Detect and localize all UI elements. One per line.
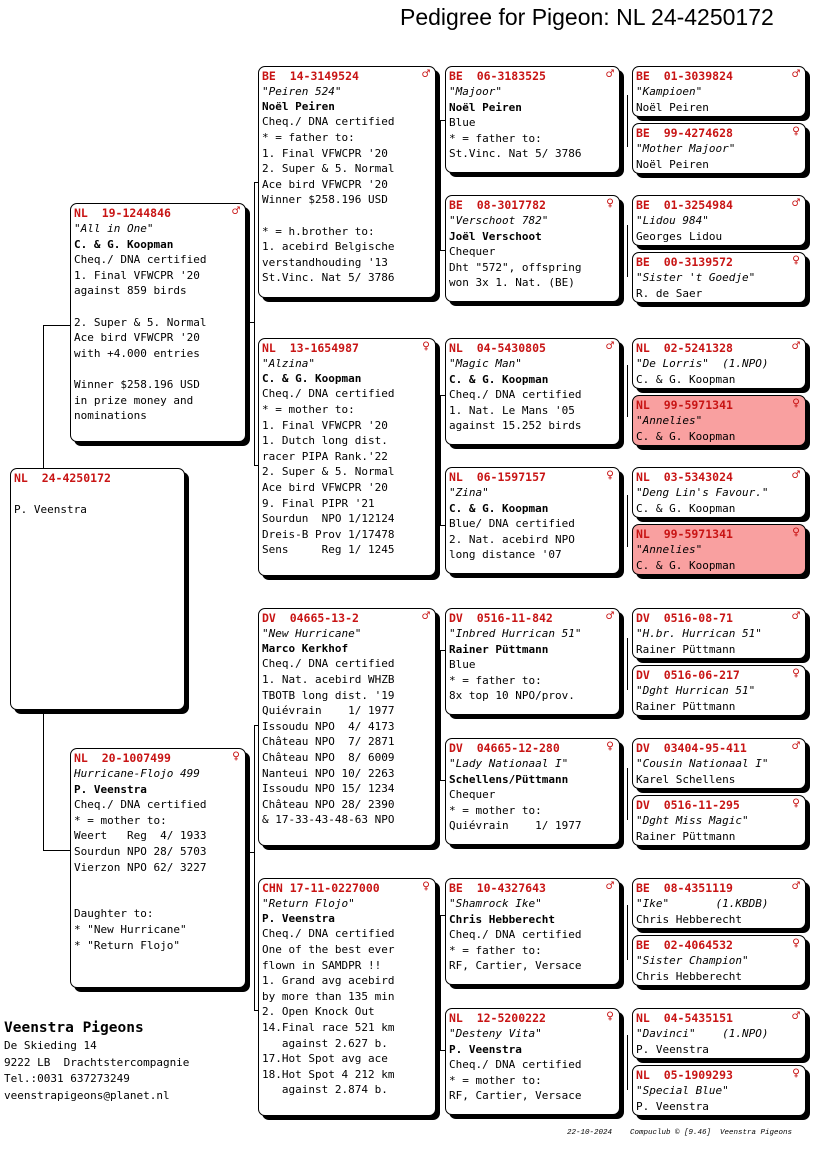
info-line: Château NPO 8/ 6009 <box>262 750 395 764</box>
owner: Noël Peiren <box>262 100 335 114</box>
ring-number: NL 99-5971341 <box>636 398 733 412</box>
sire-line: in prize money and <box>74 393 194 407</box>
pedigree-card-gen3[interactable] <box>445 467 620 574</box>
female-icon: ♀ <box>792 666 800 681</box>
owner: C. & G. Koopman <box>636 501 736 515</box>
sire-line: Cheq./ DNA certified <box>74 253 207 267</box>
pedigree-card-gen3[interactable] <box>445 66 620 173</box>
owner: P. Veenstra <box>636 1099 709 1113</box>
owner: Noël Peiren <box>449 100 522 114</box>
sire-line: with +4.000 entries <box>74 346 200 360</box>
ring-number: NL 02-5241328 <box>636 341 733 355</box>
sire-line: Winner $258.196 USD <box>74 377 200 391</box>
dam-line: Vierzon NPO 62/ 3227 <box>74 860 207 874</box>
info-line: Chequer <box>449 245 496 259</box>
pigeon-name: "Kampioen" <box>636 85 703 98</box>
footer-text: 22-10-2024 Compuclub © [9.46] Veenstra Pigeons <box>567 1129 793 1137</box>
info-line: * = mother to: <box>449 1073 542 1087</box>
pigeon-name: "Shamrock Ike" <box>449 897 542 910</box>
dam-sire-card[interactable] <box>258 608 436 846</box>
pigeon-name: "Magic Man" <box>449 357 522 370</box>
info-line: Cheq./ DNA certified <box>262 657 395 671</box>
info-line: 1. Dutch long dist. <box>262 434 388 448</box>
subject-ring-number: NL 24-4250172 <box>14 471 111 485</box>
info-line: against 15.252 birds <box>449 419 582 433</box>
info-line: Sens Reg 1/ 1245 <box>262 543 395 557</box>
sire-line: Ace bird VFWCPR '20 <box>74 331 200 345</box>
pedigree-card-gen4-highlighted[interactable] <box>632 395 806 446</box>
ring-number: DV 0516-11-295 <box>636 798 740 812</box>
info-line: 2. Super & 5. Normal <box>262 162 395 176</box>
info-line: * = father to: <box>449 943 542 957</box>
dam-line <box>74 875 242 891</box>
pigeon-name: "Desteny Vita" <box>449 1027 542 1040</box>
info-line: against 2.874 b. <box>262 1083 388 1097</box>
ring-number: NL 13-1654987 <box>262 341 359 355</box>
pedigree-card-gen4[interactable] <box>632 608 806 659</box>
owner: Schellens/Püttmann <box>449 772 569 786</box>
pedigree-card-gen4[interactable] <box>632 795 806 846</box>
female-icon: ♀ <box>792 253 800 268</box>
ring-number: NL 12-5200222 <box>449 1011 546 1025</box>
ring-number: DV 0516-11-842 <box>449 611 553 625</box>
info-line: 8x top 10 NPO/prov. <box>449 689 575 703</box>
sire-sire-card[interactable] <box>258 66 436 298</box>
ring-number: NL 05-1909293 <box>636 1068 733 1082</box>
female-icon: ♀ <box>792 396 800 411</box>
info-line: * = father to: <box>262 131 355 144</box>
owner: P. Veenstra <box>449 1042 522 1056</box>
info-line: RF, Cartier, Versace <box>449 1089 582 1103</box>
sire-ring-number: NL 19-1244846 <box>74 206 171 220</box>
female-icon: ♀ <box>422 339 430 354</box>
pedigree-card-gen4[interactable] <box>632 338 806 389</box>
subject-pigeon-card[interactable] <box>10 468 185 710</box>
sire-owner: C. & G. Koopman <box>74 237 174 251</box>
female-icon: ♀ <box>792 525 800 540</box>
ring-number: BE 08-4351119 <box>636 881 733 895</box>
sire-line <box>74 299 242 315</box>
info-line: RF, Cartier, Versace <box>449 959 582 973</box>
breeder-name: Veenstra Pigeons <box>4 1020 144 1036</box>
info-line: 1. acebird Belgische <box>262 240 395 254</box>
pedigree-card-gen4[interactable] <box>632 665 806 716</box>
male-icon: ♂ <box>606 339 614 354</box>
ring-number: DV 04665-13-2 <box>262 611 359 625</box>
info-line: won 3x 1. Nat. (BE) <box>449 276 575 290</box>
info-line: flown in SAMDPR !! <box>262 958 382 972</box>
ring-number: DV 04665-12-280 <box>449 741 560 755</box>
pigeon-name: "Sister 't Goedje" <box>636 271 756 284</box>
info-line: long distance '07 <box>449 548 562 562</box>
dam-line <box>74 891 242 907</box>
male-icon: ♂ <box>792 609 800 624</box>
dam-name: Hurricane-Flojo 499 <box>74 767 200 780</box>
ring-number: DV 0516-06-217 <box>636 668 740 682</box>
info-line: Sourdun NPO 1/12124 <box>262 512 395 526</box>
male-icon: ♂ <box>792 468 800 483</box>
info-line <box>262 208 432 224</box>
info-line: 17.Hot Spot avg ace <box>262 1052 388 1066</box>
info-line: St.Vinc. Nat 5/ 3786 <box>449 147 582 161</box>
breeder-phone: Tel.:0031 637273249 <box>4 1072 130 1085</box>
female-icon: ♀ <box>232 749 240 764</box>
dam-dam-card[interactable] <box>258 878 436 1116</box>
ring-number: NL 99-5971341 <box>636 527 733 541</box>
info-line: 14.Final race 521 km <box>262 1020 395 1034</box>
ring-number: BE 06-3183525 <box>449 69 546 83</box>
sire-line: nominations <box>74 409 147 423</box>
ring-number: BE 10-4327643 <box>449 881 546 895</box>
owner: Chris Hebberecht <box>636 969 742 983</box>
breeder-info <box>4 1018 189 1104</box>
owner: C. & G. Koopman <box>636 429 736 443</box>
male-icon: ♂ <box>606 609 614 624</box>
ring-number: NL 04-5430805 <box>449 341 546 355</box>
info-line: Issoudu NPO 15/ 1234 <box>262 782 395 796</box>
dam-owner: P. Veenstra <box>74 782 147 796</box>
owner: C. & G. Koopman <box>636 372 736 386</box>
owner: Noël Peiren <box>636 157 709 171</box>
sire-line: against 859 birds <box>74 284 187 298</box>
info-line: Cheq./ DNA certified <box>262 927 395 941</box>
pedigree-card-gen4[interactable] <box>632 252 806 303</box>
sire-name: "All in One" <box>74 222 154 235</box>
breeder-address-line: De Skieding 14 <box>4 1039 97 1052</box>
owner: R. de Saer <box>636 286 703 300</box>
info-line: Blue <box>449 658 476 672</box>
male-icon: ♂ <box>232 204 240 219</box>
owner: C. & G. Koopman <box>636 558 736 572</box>
pedigree-card-gen4[interactable] <box>632 467 806 518</box>
pigeon-name: "Peiren 524" <box>262 85 342 98</box>
info-line: Ace bird VFWCPR '20 <box>262 480 388 494</box>
pigeon-name: "Annelies" <box>636 543 703 556</box>
info-line: Château NPO 7/ 2871 <box>262 735 395 749</box>
male-icon: ♂ <box>422 67 430 82</box>
pigeon-name: "Annelies" <box>636 414 703 427</box>
owner: Rainer Püttmann <box>636 699 736 713</box>
ring-number: DV 03404-95-411 <box>636 741 747 755</box>
dam-line: * "Return Flojo" <box>74 938 180 952</box>
info-line: Blue <box>449 116 476 130</box>
pigeon-name: "New Hurricane" <box>262 627 362 640</box>
pigeon-name: "Ike" (1.KBDB) <box>636 897 769 910</box>
female-icon: ♀ <box>792 1066 800 1081</box>
male-icon: ♂ <box>606 67 614 82</box>
pedigree-card-gen3[interactable] <box>445 608 620 715</box>
info-line: * = mother to: <box>262 403 355 416</box>
info-line: 2. Open Knock Out <box>262 1005 375 1019</box>
ring-number: BE 01-3039824 <box>636 69 733 83</box>
pigeon-name: "H.br. Hurrican 51" <box>636 627 762 640</box>
info-line: 1. Nat. Le Mans '05 <box>449 403 575 417</box>
sire-line: 1. Final VFWCPR '20 <box>74 268 200 282</box>
dam-line: * = mother to: <box>74 813 167 827</box>
pigeon-name: "Return Flojo" <box>262 897 355 910</box>
pedigree-card-gen3[interactable] <box>445 738 620 845</box>
pigeon-name: "Davinci" (1.NPO) <box>636 1027 769 1040</box>
ring-number: NL 06-1597157 <box>449 470 546 484</box>
info-line: Winner $258.196 USD <box>262 193 388 207</box>
info-line: Quiévrain 1/ 1977 <box>262 704 395 718</box>
owner: Chris Hebberecht <box>449 912 555 926</box>
ring-number: BE 14-3149524 <box>262 69 359 83</box>
info-line: Issoudu NPO 4/ 4173 <box>262 719 395 733</box>
info-line: Cheq./ DNA certified <box>262 115 395 129</box>
info-line: 1. Nat. acebird WHZB <box>262 673 395 686</box>
info-line: by more than 135 min <box>262 989 395 1003</box>
info-line: racer PIPA Rank.'22 <box>262 449 388 463</box>
female-icon: ♀ <box>606 468 614 483</box>
pedigree-card-gen4[interactable] <box>632 123 806 174</box>
info-line: 9. Final PIPR '21 <box>262 496 375 510</box>
owner: C. & G. Koopman <box>449 372 549 386</box>
pedigree-card-gen4[interactable] <box>632 878 806 929</box>
dam-ring-number: NL 20-1007499 <box>74 751 171 765</box>
pigeon-name: "Dght Miss Magic" <box>636 814 749 827</box>
pigeon-name: "Deng Lin's Favour." <box>636 486 769 499</box>
ring-number: BE 00-3139572 <box>636 255 733 269</box>
subject-owner: P. Veenstra <box>14 502 87 516</box>
female-icon: ♀ <box>792 936 800 951</box>
pigeon-name: "Zina" <box>449 486 489 499</box>
pedigree-card-gen4[interactable] <box>632 1008 806 1059</box>
info-line: One of the best ever <box>262 943 395 956</box>
info-line: St.Vinc. Nat 5/ 3786 <box>262 271 395 285</box>
owner: P. Veenstra <box>636 1042 709 1056</box>
pedigree-card-gen4[interactable] <box>632 1065 806 1116</box>
info-line: Château NPO 28/ 2390 <box>262 797 395 811</box>
owner: C. & G. Koopman <box>262 372 362 386</box>
ring-number: BE 08-3017782 <box>449 198 546 212</box>
ring-number: DV 0516-08-71 <box>636 611 733 625</box>
dam-line: Sourdun NPO 28/ 5703 <box>74 844 207 858</box>
owner: Rainer Püttmann <box>449 642 549 656</box>
pedigree-card-gen3[interactable] <box>445 338 620 445</box>
pigeon-name: "Cousin Nationaal I" <box>636 757 769 770</box>
info-line: 1. Grand avg acebird <box>262 974 395 988</box>
owner: C. & G. Koopman <box>449 501 549 515</box>
ring-number: BE 01-3254984 <box>636 198 733 212</box>
sire-card[interactable] <box>70 203 246 442</box>
pigeon-name: "Dght Hurrican 51" <box>636 684 756 697</box>
ring-number: NL 04-5435151 <box>636 1011 733 1025</box>
owner: Karel Schellens <box>636 772 736 786</box>
female-icon: ♀ <box>606 739 614 754</box>
info-line: * = father to: <box>449 131 542 145</box>
pigeon-name: "Sister Champion" <box>636 954 749 967</box>
pigeon-name: "Mother Majoor" <box>636 142 736 155</box>
ring-number: BE 99-4274628 <box>636 126 733 140</box>
dam-card[interactable] <box>70 748 246 988</box>
info-line: Ace bird VFWCPR '20 <box>262 177 388 191</box>
female-icon: ♀ <box>422 879 430 894</box>
breeder-address-line: 9222 LB Drachtstercompagnie <box>4 1055 190 1069</box>
owner: P. Veenstra <box>262 912 335 926</box>
pedigree-card-gen4-highlighted[interactable] <box>632 524 806 575</box>
female-icon: ♀ <box>606 1009 614 1024</box>
info-line: verstandhouding '13 <box>262 255 388 269</box>
dam-line: Daughter to: <box>74 907 154 921</box>
male-icon: ♂ <box>792 879 800 894</box>
info-line: Cheq./ DNA certified <box>262 387 395 401</box>
info-line: 1. Final VFWCPR '20 <box>262 418 388 432</box>
owner: Chris Hebberecht <box>636 912 742 926</box>
ring-number: NL 03-5343024 <box>636 470 733 484</box>
pedigree-card-gen4[interactable] <box>632 935 806 986</box>
pedigree-card-gen3[interactable] <box>445 878 620 985</box>
pigeon-name: "Majoor" <box>449 85 502 98</box>
male-icon: ♂ <box>792 1009 800 1024</box>
pigeon-name: "Lady Nationaal I" <box>449 757 569 770</box>
info-line: Blue/ DNA certified <box>449 517 575 531</box>
sire-dam-card[interactable] <box>258 338 436 576</box>
info-line: against 2.627 b. <box>262 1036 388 1050</box>
info-line: Chequer <box>449 788 496 802</box>
breeder-email[interactable]: veenstrapigeons@planet.nl <box>4 1088 170 1102</box>
dam-line: * "New Hurricane" <box>74 922 187 936</box>
pedigree-card-gen4[interactable] <box>632 195 806 246</box>
male-icon: ♂ <box>792 739 800 754</box>
pigeon-name: "Lidou 984" <box>636 214 709 227</box>
pigeon-name: "Special Blue" <box>636 1084 729 1097</box>
male-icon: ♂ <box>792 67 800 82</box>
info-line: * = h.brother to: <box>262 224 375 238</box>
info-line: Nanteui NPO 10/ 2263 <box>262 766 395 780</box>
male-icon: ♂ <box>792 339 800 354</box>
info-line: 2. Super & 5. Normal <box>262 465 395 479</box>
pedigree-card-gen4[interactable] <box>632 66 806 117</box>
page-title: Pedigree for Pigeon: NL 24-4250172 <box>400 4 774 30</box>
male-icon: ♂ <box>606 879 614 894</box>
info-line: * = mother to: <box>449 803 542 817</box>
pigeon-name: "Inbred Hurrican 51" <box>449 627 582 640</box>
info-line: TBOTB long dist. '19 <box>262 688 395 702</box>
pedigree-card-gen3[interactable] <box>445 195 620 302</box>
info-line: Dreis-B Prov 1/17478 <box>262 527 395 541</box>
info-line: Cheq./ DNA certified <box>449 928 582 942</box>
female-icon: ♀ <box>792 796 800 811</box>
pedigree-card-gen3[interactable] <box>445 1008 620 1115</box>
pigeon-name: "Verschoot 782" <box>449 214 549 227</box>
info-line: Cheq./ DNA certified <box>449 388 582 402</box>
ring-number: BE 02-4064532 <box>636 938 733 952</box>
sire-line: 2. Super & 5. Normal <box>74 315 207 329</box>
pigeon-name: "Alzina" <box>262 357 315 370</box>
info-line: Dht "572", offspring <box>449 260 582 274</box>
info-line: & 17-33-43-48-63 NPO <box>262 813 395 827</box>
owner: Joël Verschoot <box>449 229 542 243</box>
owner: Georges Lidou <box>636 229 723 243</box>
male-icon: ♂ <box>422 609 430 624</box>
info-line: Quiévrain 1/ 1977 <box>449 819 582 833</box>
owner: Rainer Püttmann <box>636 829 736 843</box>
pigeon-name: "De Lorris" (1.NPO) <box>636 357 769 370</box>
owner: Rainer Püttmann <box>636 642 736 656</box>
female-icon: ♀ <box>792 124 800 139</box>
owner: Noël Peiren <box>636 100 709 114</box>
sire-line <box>74 361 242 377</box>
dam-line: Cheq./ DNA certified <box>74 798 207 812</box>
dam-line: Weert Reg 4/ 1933 <box>74 829 207 843</box>
info-line: * = father to: <box>449 673 542 687</box>
female-icon: ♀ <box>606 196 614 211</box>
male-icon: ♂ <box>792 196 800 211</box>
info-line: Cheq./ DNA certified <box>449 1058 582 1072</box>
info-line: 2. Nat. acebird NPO <box>449 532 575 546</box>
info-line: 1. Final VFWCPR '20 <box>262 146 388 160</box>
owner: Marco Kerkhof <box>262 642 349 656</box>
ring-number: CHN 17-11-0227000 <box>262 881 380 895</box>
info-line: 18.Hot Spot 4 212 km <box>262 1067 395 1081</box>
pedigree-card-gen4[interactable] <box>632 738 806 789</box>
